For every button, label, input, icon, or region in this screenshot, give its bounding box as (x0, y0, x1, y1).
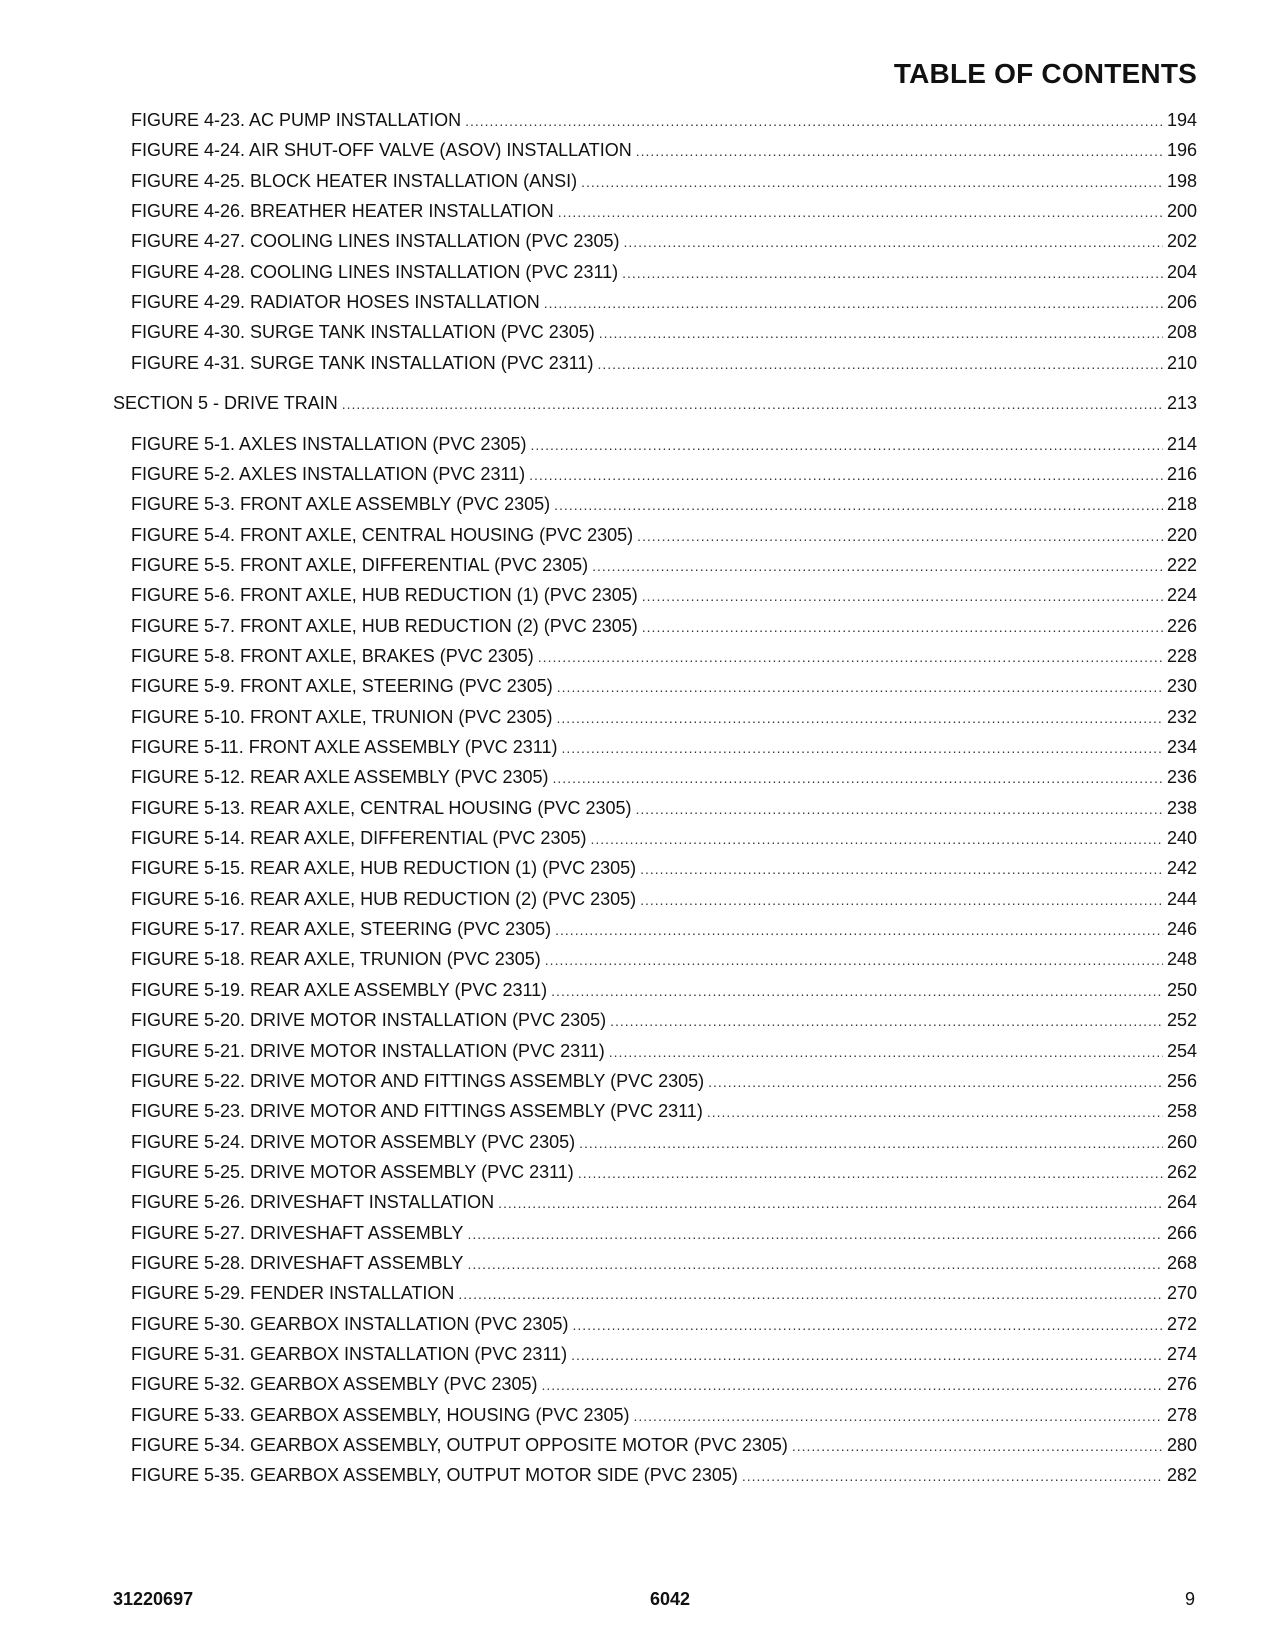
toc-entry-label: FIGURE 5-24. DRIVE MOTOR ASSEMBLY (PVC 2305) (131, 1132, 576, 1152)
toc-entry-label: FIGURE 5-26. DRIVESHAFT INSTALLATION (131, 1192, 495, 1212)
toc-entry-label: FIGURE 5-10. FRONT AXLE, TRUNION (PVC 2305) (131, 707, 553, 727)
toc-entry-page: 230 (1166, 676, 1197, 696)
toc-entry-page: 242 (1166, 858, 1197, 878)
toc-entry-page: 268 (1166, 1253, 1197, 1273)
toc-entry-page: 234 (1166, 737, 1197, 757)
dot-leader (579, 1131, 1163, 1155)
dot-leader (640, 857, 1163, 881)
dot-leader (556, 706, 1163, 730)
dot-leader (623, 230, 1162, 254)
dot-leader (558, 200, 1163, 224)
dot-leader (571, 1343, 1163, 1367)
toc-entry-label: FIGURE 4-29. RADIATOR HOSES INSTALLATION (131, 292, 540, 312)
toc-figure-entry[interactable] (131, 1281, 1197, 1305)
toc-figure-entry[interactable] (131, 583, 1197, 607)
toc-entry-page: 266 (1166, 1223, 1197, 1243)
dot-leader (609, 1040, 1163, 1064)
footer-doc-number: 31220697 (113, 1589, 194, 1609)
toc-entry-page: 256 (1166, 1071, 1197, 1091)
dot-leader (538, 645, 1163, 669)
dot-leader (634, 1404, 1163, 1428)
toc-figure-entry[interactable] (131, 765, 1197, 789)
toc-figure-entry[interactable] (131, 320, 1197, 344)
toc-figure-entry[interactable] (131, 1342, 1197, 1366)
toc-entry-label: FIGURE 5-19. REAR AXLE ASSEMBLY (PVC 2311) (131, 980, 548, 1000)
toc-entry-label: FIGURE 4-25. BLOCK HEATER INSTALLATION (ANSI) (131, 171, 578, 191)
dot-leader (636, 139, 1163, 163)
toc-entry-label: FIGURE 5-18. REAR AXLE, TRUNION (PVC 2305) (131, 949, 541, 969)
dot-leader (642, 584, 1163, 608)
toc-figure-entry[interactable] (131, 1433, 1197, 1457)
dot-leader (578, 1161, 1163, 1185)
toc-entry-label: FIGURE 5-32. GEARBOX ASSEMBLY (PVC 2305) (131, 1374, 538, 1394)
toc-entry-label: FIGURE 5-33. GEARBOX ASSEMBLY, HOUSING (PVC 2305) (131, 1405, 630, 1425)
toc-figure-entry[interactable] (131, 351, 1197, 375)
toc-entry-page: 246 (1166, 919, 1197, 939)
toc-entry-page: 274 (1166, 1344, 1197, 1364)
toc-figure-entry[interactable] (131, 260, 1197, 284)
dot-leader (498, 1191, 1163, 1215)
toc-entry-label: FIGURE 4-31. SURGE TANK INSTALLATION (PVC 2311) (131, 353, 594, 373)
toc-figure-entry[interactable] (131, 1039, 1197, 1063)
toc-figure-entry[interactable] (131, 138, 1197, 162)
toc-entry-label: FIGURE 5-22. DRIVE MOTOR AND FITTINGS ASSEMBLY (PVC 2305) (131, 1071, 705, 1091)
toc-entry-page: 232 (1166, 707, 1197, 727)
dot-leader (597, 352, 1162, 376)
toc-figure-entry[interactable] (131, 492, 1197, 516)
toc-figure-entry[interactable] (131, 947, 1197, 971)
toc-figure-entry[interactable] (131, 856, 1197, 880)
dot-leader (592, 554, 1163, 578)
toc-entry-page: 250 (1166, 980, 1197, 1000)
toc-entry-page: 270 (1166, 1283, 1197, 1303)
toc-entry-page: 254 (1166, 1041, 1197, 1061)
toc-entry-label: FIGURE 5-1. AXLES INSTALLATION (PVC 2305) (131, 434, 527, 454)
toc-figure-entry[interactable] (131, 290, 1197, 314)
toc-entry-page: 278 (1166, 1405, 1197, 1425)
toc-entry-page: 282 (1166, 1465, 1197, 1485)
toc-entry-label: FIGURE 5-28. DRIVESHAFT ASSEMBLY (131, 1253, 464, 1273)
toc-entry-page: 204 (1166, 262, 1197, 282)
toc-entry-label: FIGURE 5-21. DRIVE MOTOR INSTALLATION (PVC 2311) (131, 1041, 605, 1061)
toc-entry-label: FIGURE 5-13. REAR AXLE, CENTRAL HOUSING (PVC 2305) (131, 798, 632, 818)
dot-leader (465, 109, 1163, 133)
toc-entry-page: 236 (1166, 767, 1197, 787)
toc-figure-entry[interactable] (131, 199, 1197, 223)
toc-figure-entry[interactable] (131, 108, 1197, 132)
toc-entry-label: FIGURE 5-2. AXLES INSTALLATION (PVC 2311) (131, 464, 526, 484)
toc-entry-label: FIGURE 5-4. FRONT AXLE, CENTRAL HOUSING (PVC 2305) (131, 525, 634, 545)
toc-entry-page: 248 (1166, 949, 1197, 969)
toc-entry-label: FIGURE 5-9. FRONT AXLE, STEERING (PVC 2305) (131, 676, 553, 696)
toc-entry-page: 244 (1166, 889, 1197, 909)
dot-leader (545, 948, 1163, 972)
toc-entry-page: 210 (1166, 353, 1197, 373)
dot-leader (707, 1100, 1163, 1124)
dot-leader (529, 463, 1163, 487)
toc-entry-label: FIGURE 5-20. DRIVE MOTOR INSTALLATION (PVC 2305) (131, 1010, 607, 1030)
dot-leader (557, 675, 1163, 699)
toc-entry-label: FIGURE 4-24. AIR SHUT-OFF VALVE (ASOV) INSTALLATION (131, 140, 632, 160)
toc-entry-page: 262 (1166, 1162, 1197, 1182)
dot-leader (742, 1464, 1163, 1488)
toc-figure-entry[interactable] (131, 1312, 1197, 1336)
toc-entry-page: 276 (1166, 1374, 1197, 1394)
toc-entry-page: 272 (1166, 1314, 1197, 1334)
toc-entry-label: FIGURE 4-27. COOLING LINES INSTALLATION (PVC 2305) (131, 231, 620, 251)
dot-leader (622, 261, 1163, 285)
toc-figure-entry[interactable] (131, 917, 1197, 941)
dot-leader (551, 979, 1163, 1003)
toc-entry-page: 198 (1166, 171, 1197, 191)
toc-figure-entry[interactable] (131, 705, 1197, 729)
toc-entry-label: FIGURE 5-6. FRONT AXLE, HUB REDUCTION (1) (PVC 2305) (131, 585, 638, 605)
toc-entry-label: FIGURE 5-5. FRONT AXLE, DIFFERENTIAL (PVC 2305) (131, 555, 589, 575)
toc-entry-label: FIGURE 5-8. FRONT AXLE, BRAKES (PVC 2305) (131, 646, 534, 666)
toc-figure-entry[interactable] (131, 1130, 1197, 1154)
toc-figure-entry[interactable] (131, 796, 1197, 820)
dot-leader (562, 736, 1163, 760)
toc-entry-page: 220 (1166, 525, 1197, 545)
toc-figure-entry[interactable] (131, 978, 1197, 1002)
toc-figure-entry[interactable] (131, 887, 1197, 911)
dot-leader (342, 392, 1163, 416)
dot-leader (581, 170, 1163, 194)
toc-section-entry[interactable] (113, 391, 1197, 415)
toc-entry-page: 264 (1166, 1192, 1197, 1212)
toc-figure-entry[interactable] (131, 1008, 1197, 1032)
dot-leader (708, 1070, 1163, 1094)
dot-leader (642, 615, 1163, 639)
toc-entry-label: FIGURE 5-30. GEARBOX INSTALLATION (PVC 2305) (131, 1314, 569, 1334)
toc-entry-page: 202 (1166, 231, 1197, 251)
toc-entry-page: 216 (1166, 464, 1197, 484)
toc-figure-entry[interactable] (131, 169, 1197, 193)
toc-entry-label: FIGURE 5-25. DRIVE MOTOR ASSEMBLY (PVC 2311) (131, 1162, 574, 1182)
toc-figure-entry[interactable] (131, 735, 1197, 759)
dot-leader (553, 766, 1163, 790)
toc-entry-page: 214 (1166, 434, 1197, 454)
toc-figure-entry[interactable] (131, 644, 1197, 668)
toc-entry-page: 240 (1166, 828, 1197, 848)
dot-leader (555, 918, 1163, 942)
toc-entry-page: 222 (1166, 555, 1197, 575)
toc-entry-label: FIGURE 5-29. FENDER INSTALLATION (131, 1283, 455, 1303)
toc-entry-page: 252 (1166, 1010, 1197, 1030)
toc-entry-page: 228 (1166, 646, 1197, 666)
toc-entry-page: 196 (1166, 140, 1197, 160)
toc-entry-label: FIGURE 4-26. BREATHER HEATER INSTALLATION (131, 201, 554, 221)
page-title: TABLE OF CONTENTS (893, 58, 1197, 89)
toc-entry-page: 258 (1166, 1101, 1197, 1121)
toc-entry-label: FIGURE 5-35. GEARBOX ASSEMBLY, OUTPUT MOTOR SIDE (PVC 2305) (131, 1465, 738, 1485)
dot-leader (554, 493, 1163, 517)
toc-entry-page: 208 (1166, 322, 1197, 342)
toc-figure-entry[interactable] (131, 1372, 1197, 1396)
dot-leader (610, 1009, 1163, 1033)
toc-figure-entry[interactable] (131, 1069, 1197, 1093)
toc-figure-entry[interactable] (131, 1403, 1197, 1427)
toc-figure-entry[interactable] (131, 462, 1197, 486)
toc-entry-label: FIGURE 5-14. REAR AXLE, DIFFERENTIAL (PVC 2305) (131, 828, 587, 848)
toc-entry-page: 224 (1166, 585, 1197, 605)
toc-figure-entry[interactable] (131, 523, 1197, 547)
dot-leader (458, 1282, 1163, 1306)
dot-leader (792, 1434, 1163, 1458)
dot-leader (467, 1252, 1163, 1276)
dot-leader (467, 1222, 1163, 1246)
dot-leader (572, 1313, 1162, 1337)
dot-leader (637, 524, 1163, 548)
toc-figure-entry[interactable] (131, 229, 1197, 253)
toc-entry-label: FIGURE 5-27. DRIVESHAFT ASSEMBLY (131, 1223, 464, 1243)
toc-entry-label: FIGURE 5-23. DRIVE MOTOR AND FITTINGS ASSEMBLY (PVC 2311) (131, 1101, 703, 1121)
toc-entry-page: 194 (1166, 110, 1197, 130)
toc-figure-entry[interactable] (131, 1221, 1197, 1245)
toc-entry-page: 260 (1166, 1132, 1197, 1152)
toc-entry-label: FIGURE 5-11. FRONT AXLE ASSEMBLY (PVC 2311) (131, 737, 558, 757)
toc-figure-entry[interactable] (131, 674, 1197, 698)
toc-entry-label: FIGURE 4-30. SURGE TANK INSTALLATION (PVC 2305) (131, 322, 595, 342)
dot-leader (640, 888, 1163, 912)
footer-page-number: 9 (1184, 1589, 1195, 1609)
toc-entry-label: FIGURE 5-3. FRONT AXLE ASSEMBLY (PVC 2305) (131, 494, 551, 514)
toc-entry-page: 206 (1166, 292, 1197, 312)
footer-model: 6042 (650, 1589, 691, 1609)
toc-figure-entry[interactable] (131, 1160, 1197, 1184)
toc-entry-label: FIGURE 5-34. GEARBOX ASSEMBLY, OUTPUT OPPOSITE MOTOR (PVC 2305) (131, 1435, 788, 1455)
dot-leader (635, 797, 1162, 821)
toc-entry-label: FIGURE 5-17. REAR AXLE, STEERING (PVC 2305) (131, 919, 552, 939)
toc-entry-label: FIGURE 5-31. GEARBOX INSTALLATION (PVC 2311) (131, 1344, 568, 1364)
toc-entry-page: 226 (1166, 616, 1197, 636)
dot-leader (544, 291, 1163, 315)
toc-entry-label: FIGURE 4-23. AC PUMP INSTALLATION (131, 110, 462, 130)
toc-figure-entry[interactable] (131, 1099, 1197, 1123)
toc-entry-page: 218 (1166, 494, 1197, 514)
toc-figure-entry[interactable] (131, 432, 1197, 456)
toc-entry-label: FIGURE 5-16. REAR AXLE, HUB REDUCTION (2) (PVC 2305) (131, 889, 637, 909)
toc-entry-page: 280 (1166, 1435, 1197, 1455)
toc-entry-page: 200 (1166, 201, 1197, 221)
dot-leader (542, 1373, 1163, 1397)
dot-leader (590, 827, 1162, 851)
toc-entry-page: 213 (1166, 393, 1197, 413)
toc-figure-entry[interactable] (131, 553, 1197, 577)
toc-figure-entry[interactable] (131, 1463, 1197, 1487)
toc-entry-label: SECTION 5 - DRIVE TRAIN (113, 393, 338, 413)
toc-figure-entry[interactable] (131, 1251, 1197, 1275)
toc-entry-page: 238 (1166, 798, 1197, 818)
toc-figure-entry[interactable] (131, 1190, 1197, 1214)
toc-figure-entry[interactable] (131, 826, 1197, 850)
dot-leader (599, 321, 1163, 345)
toc-entry-label: FIGURE 5-15. REAR AXLE, HUB REDUCTION (1) (PVC 2305) (131, 858, 637, 878)
toc-figure-entry[interactable] (131, 614, 1197, 638)
toc-entry-label: FIGURE 4-28. COOLING LINES INSTALLATION (PVC 2311) (131, 262, 619, 282)
dot-leader (530, 433, 1162, 457)
toc-entry-label: FIGURE 5-7. FRONT AXLE, HUB REDUCTION (2) (PVC 2305) (131, 616, 638, 636)
toc-entry-label: FIGURE 5-12. REAR AXLE ASSEMBLY (PVC 2305) (131, 767, 549, 787)
